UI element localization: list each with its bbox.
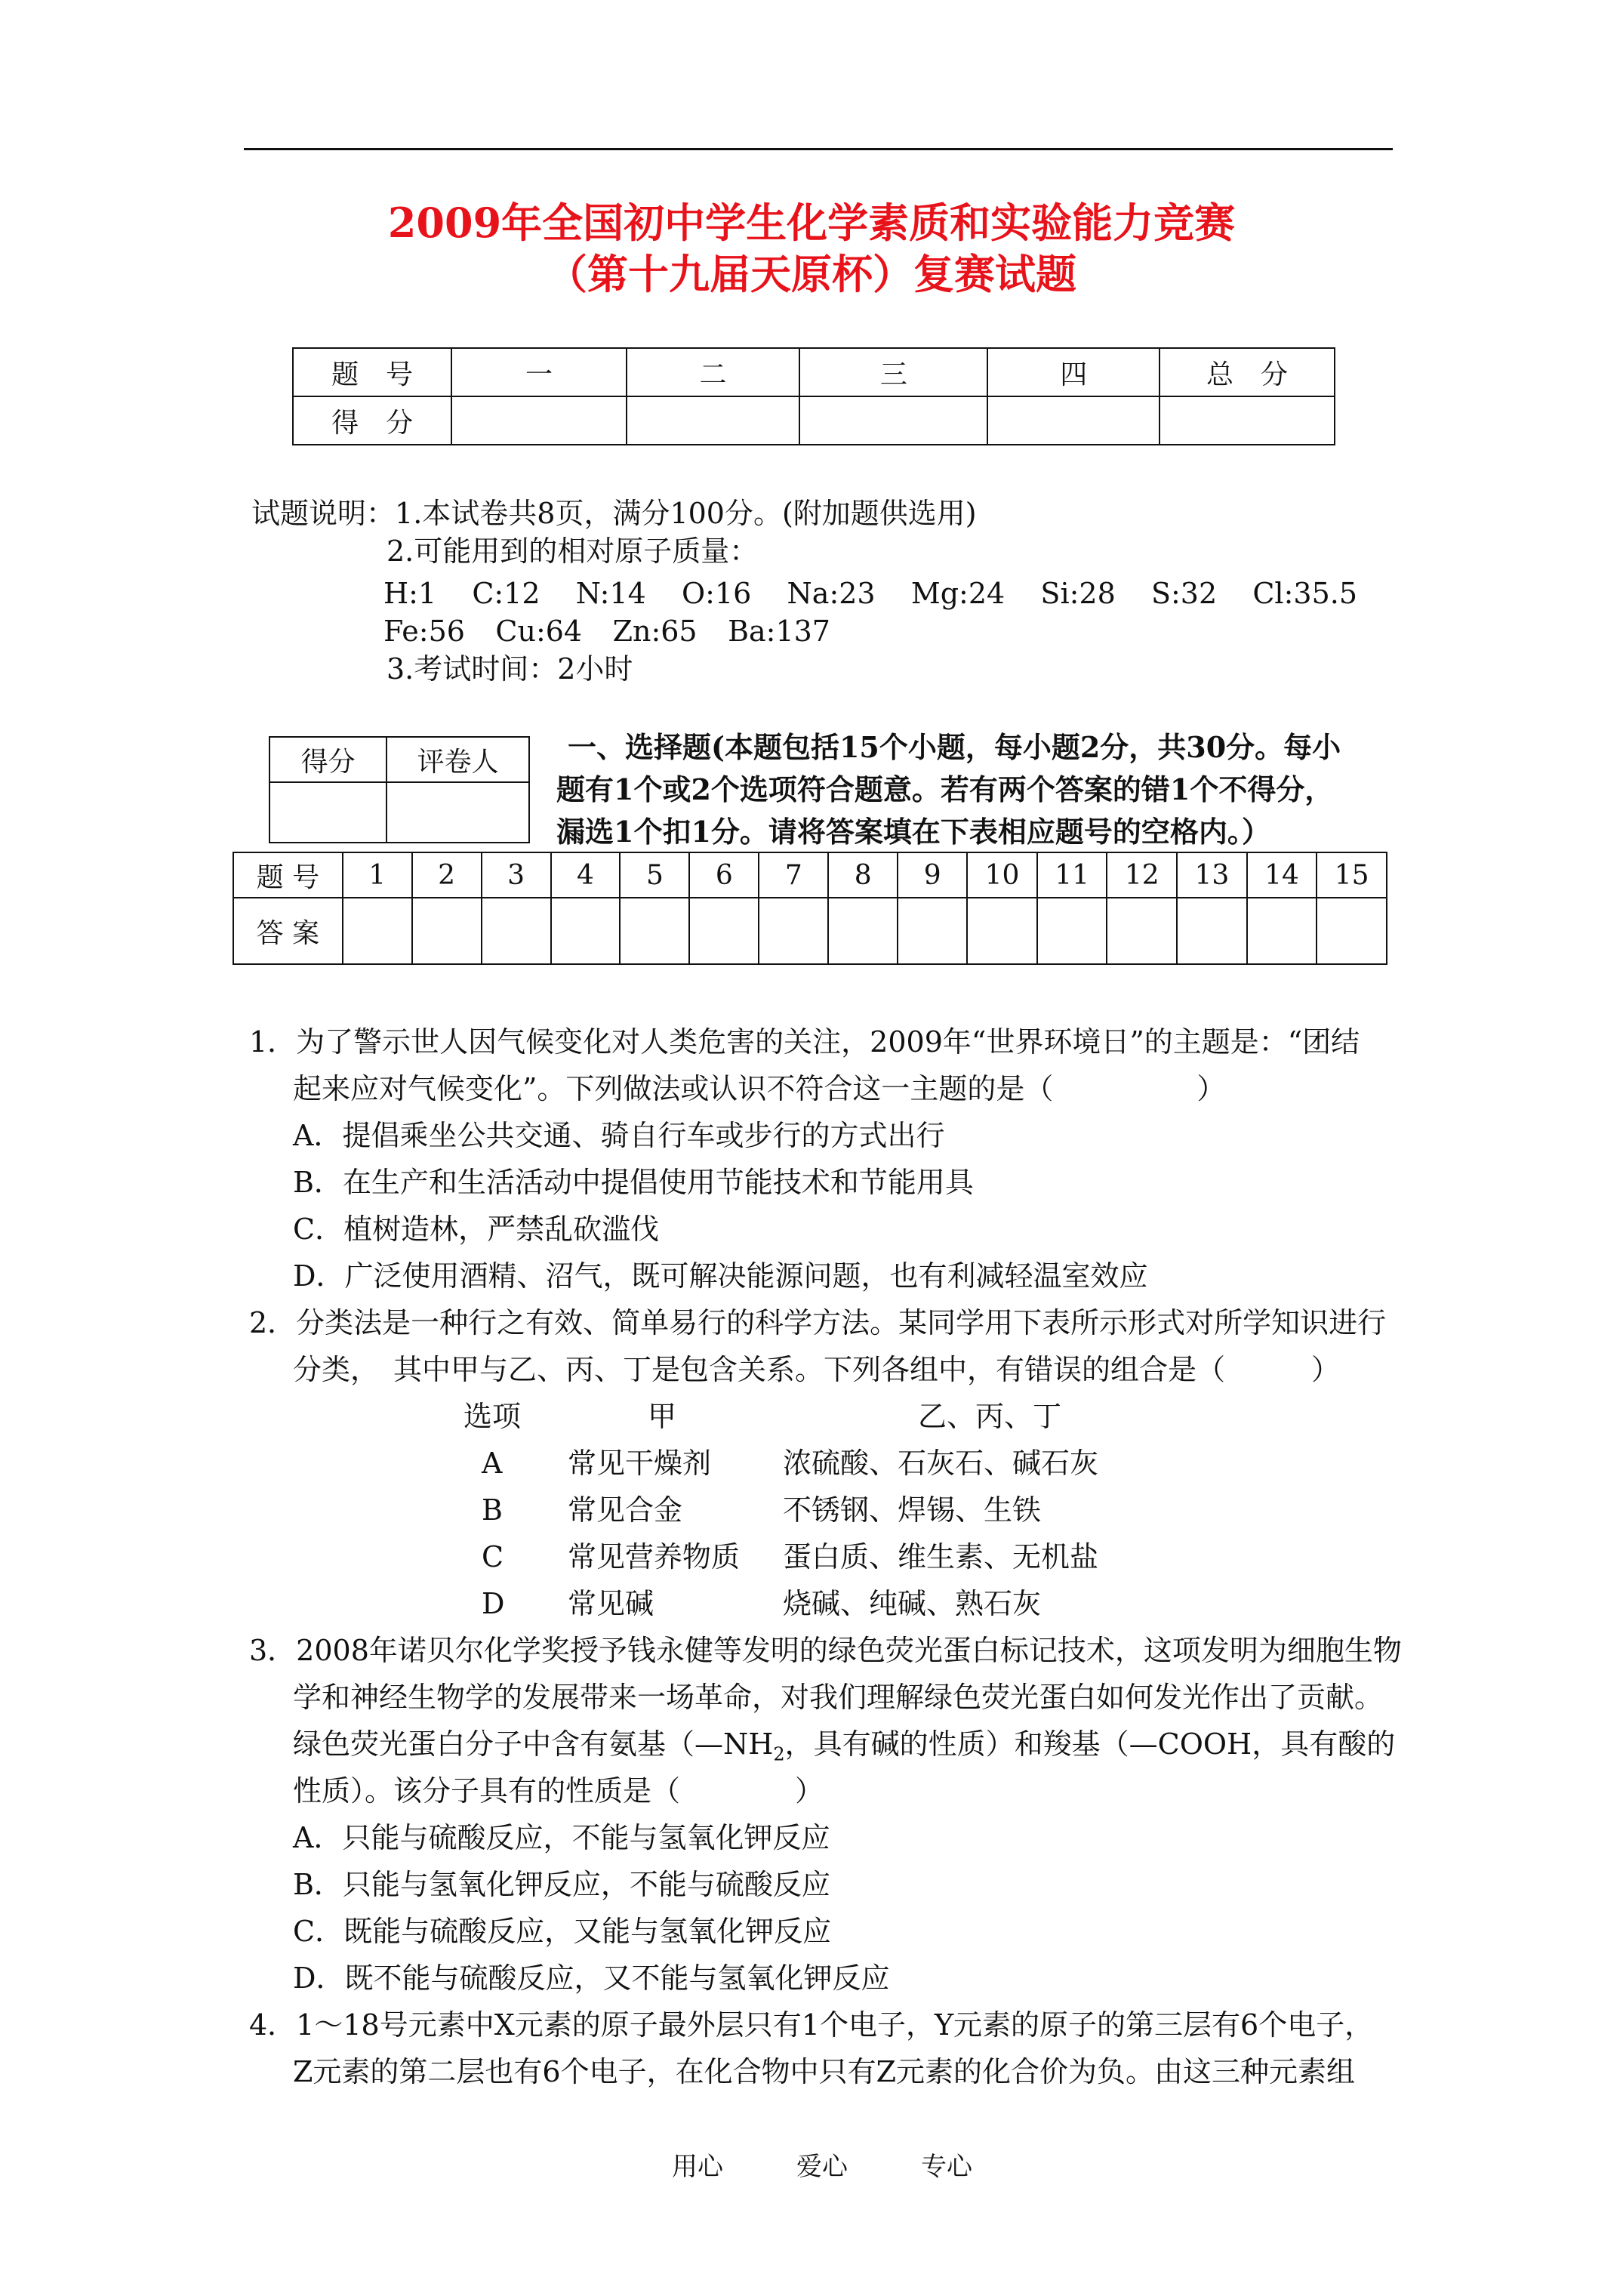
answer-number: 4	[551, 852, 621, 898]
answer-number: 12	[1107, 852, 1177, 898]
score-table-col: 总 分	[1160, 348, 1335, 396]
q2-row-option: C	[482, 1540, 504, 1573]
atomic-mass: Na:23	[787, 577, 876, 610]
score-table-col: 一	[451, 348, 626, 396]
answer-cell	[1317, 898, 1387, 964]
q2-row-option: A	[482, 1447, 503, 1480]
q2-row-rest: 浓硫酸、石灰石、碱石灰	[783, 1447, 1099, 1480]
answer-cell	[412, 898, 482, 964]
section1-line1: 一、选择题(本题包括15个小题，每小题2分，共30分。每小	[568, 730, 1341, 764]
q2-header-jia: 甲	[648, 1400, 677, 1433]
q3-line1: 3．2008年诺贝尔化学奖授予钱永健等发明的绿色荧光蛋白标记技术，这项发明为细胞生物	[249, 1634, 1402, 1667]
q4-line1: 4．1～18号元素中X元素的原子最外层只有1个电子，Y元素的原子的第三层有6个电子，	[249, 2008, 1374, 2042]
atomic-mass: Cl:35.5	[1252, 577, 1357, 610]
footer-item: 爱心	[796, 2152, 848, 2182]
answer-cell	[551, 898, 621, 964]
instructions-lead: 试题说明：	[251, 497, 396, 530]
answer-number: 1	[343, 852, 412, 898]
q1-option-c: C．植树造林，严禁乱砍滥伐	[293, 1213, 660, 1246]
q3-option-d: D．既不能与硫酸反应，又不能与氢氧化钾反应	[293, 1962, 890, 1995]
section1-line3: 漏选1个扣1分。请将答案填在下表相应题号的空格内。）	[556, 815, 1270, 849]
q3-line3-end: ，具有碱的性质）和羧基（—COOH，具有酸的	[784, 1727, 1396, 1761]
q3-subscript: 2	[773, 1743, 785, 1765]
footer-item: 用心	[672, 2152, 723, 2182]
atomic-mass: N:14	[575, 577, 646, 610]
score-cell	[451, 396, 626, 445]
q3-option-c: C．既能与硫酸反应，又能与氢氧化钾反应	[293, 1915, 832, 1948]
q2-line1: 2．分类法是一种行之有效、简单易行的科学方法。某同学用下表所示形式对所学知识进行	[249, 1306, 1387, 1339]
score-cell	[1160, 396, 1335, 445]
answer-cell	[967, 898, 1037, 964]
q2-header-option: 选项	[463, 1400, 522, 1433]
instructions-item2: 2.可能用到的相对原子质量：	[387, 535, 759, 568]
atomic-mass: H:1	[383, 577, 437, 610]
answer-number: 10	[967, 852, 1037, 898]
answer-cell	[898, 898, 967, 964]
q3-line2: 学和神经生物学的发展带来一场革命，对我们理解绿色荧光蛋白如何发光作出了贡献。	[293, 1681, 1384, 1714]
atomic-mass: O:16	[682, 577, 752, 610]
q2-row-option: B	[482, 1493, 503, 1527]
score-cell	[799, 396, 987, 445]
grader-box-cell	[269, 782, 387, 843]
score-cell	[627, 396, 800, 445]
answer-cell	[689, 898, 759, 964]
answer-cell	[759, 898, 828, 964]
answer-table	[233, 852, 1387, 965]
q1-option-d: D．广泛使用酒精、沼气，既可解决能源问题，也有利减轻温室效应	[293, 1259, 1148, 1293]
instructions-item1: 1.本试卷共8页，满分100分。(附加题供选用)	[395, 497, 977, 530]
answer-number: 15	[1317, 852, 1387, 898]
top-rule	[244, 148, 1393, 150]
score-table-col: 四	[987, 348, 1160, 396]
score-table-col: 三	[799, 348, 987, 396]
q3-line3-start: 绿色荧光蛋白分子中含有氨基（—NH	[293, 1727, 774, 1761]
answer-cell	[1177, 898, 1247, 964]
atomic-mass: C:12	[472, 577, 540, 610]
q1-option-b: B．在生产和生活活动中提倡使用节能技术和节能用具	[293, 1166, 974, 1199]
q2-header-rest: 乙、丙、丁	[918, 1400, 1062, 1433]
answer-number: 11	[1037, 852, 1107, 898]
answer-table-answer-label: 答 案	[233, 898, 343, 964]
score-table-score-label: 得 分	[293, 396, 451, 445]
answer-number: 9	[898, 852, 967, 898]
answer-cell	[1247, 898, 1317, 964]
grader-box-score-label: 得分	[269, 737, 387, 782]
exam-title-line2: （第十九届天原杯）复赛试题	[547, 250, 1076, 298]
q3-option-b: B．只能与氢氧化钾反应，不能与硫酸反应	[293, 1868, 830, 1901]
q3-option-a: A．只能与硫酸反应，不能与氢氧化钾反应	[293, 1821, 830, 1854]
q2-row-rest: 蛋白质、维生素、无机盐	[783, 1540, 1099, 1573]
q2-row-jia: 常见碱	[568, 1587, 654, 1620]
answer-cell	[1107, 898, 1177, 964]
atomic-mass: Mg:24	[910, 577, 1006, 610]
exam-title-line1: 2009年全国初中学生化学素质和实验能力竞赛	[387, 199, 1236, 247]
footer-item: 专心	[921, 2152, 972, 2182]
q4-line2: Z元素的第二层也有6个电子，在化合物中只有Z元素的化合价为负。由这三种元素组	[293, 2055, 1355, 2088]
q2-row-jia: 常见营养物质	[568, 1540, 741, 1573]
score-table-col: 二	[627, 348, 800, 396]
answer-number: 5	[620, 852, 689, 898]
score-table-header-label: 题 号	[293, 348, 451, 396]
answer-number: 2	[412, 852, 482, 898]
answer-cell	[828, 898, 898, 964]
section1-line2: 题有1个或2个选项符合题意。若有两个答案的错1个不得分，	[556, 772, 1334, 806]
q2-row-jia: 常见合金	[568, 1493, 683, 1527]
q2-line2: 分类， 其中甲与乙、丙、丁是包含关系。下列各组中，有错误的组合是（ ）	[293, 1353, 1341, 1386]
atomic-mass: Cu:64	[495, 615, 583, 648]
q3-line4: 性质）。该分子具有的性质是（ ）	[293, 1774, 824, 1808]
atomic-mass: S:32	[1150, 577, 1218, 610]
answer-table-header-label: 题 号	[233, 852, 343, 898]
answer-number: 7	[759, 852, 828, 898]
atomic-mass: Fe:56	[383, 615, 465, 648]
q1-option-a: A．提倡乘坐公共交通、骑自行车或步行的方式出行	[293, 1119, 945, 1152]
answer-cell	[620, 898, 689, 964]
grader-box	[269, 736, 530, 843]
answer-number: 3	[482, 852, 551, 898]
atomic-mass: Ba:137	[728, 615, 830, 648]
answer-number: 13	[1177, 852, 1247, 898]
answer-cell	[343, 898, 412, 964]
instructions-item3: 3.考试时间：2小时	[387, 652, 633, 686]
q2-row-rest: 烧碱、纯碱、熟石灰	[783, 1587, 1042, 1620]
q1-line1: 1．为了警示世人因气候变化对人类危害的关注，2009年“世界环境日”的主题是：“团结	[249, 1025, 1360, 1059]
answer-number: 8	[828, 852, 898, 898]
answer-cell	[482, 898, 551, 964]
grader-box-cell	[387, 782, 529, 843]
atomic-mass: Zn:65	[612, 615, 698, 648]
atomic-mass: Si:28	[1040, 577, 1116, 610]
q1-line2: 起来应对气候变化”。下列做法或认识不符合这一主题的是（ ）	[293, 1072, 1226, 1105]
answer-number: 6	[689, 852, 759, 898]
q2-row-option: D	[482, 1587, 505, 1620]
answer-number: 14	[1247, 852, 1317, 898]
score-table	[292, 347, 1335, 445]
q2-row-jia: 常见干燥剂	[568, 1447, 712, 1480]
q2-row-rest: 不锈钢、焊锡、生铁	[783, 1493, 1042, 1527]
grader-box-grader-label: 评卷人	[387, 737, 529, 782]
score-cell	[987, 396, 1160, 445]
answer-cell	[1037, 898, 1107, 964]
